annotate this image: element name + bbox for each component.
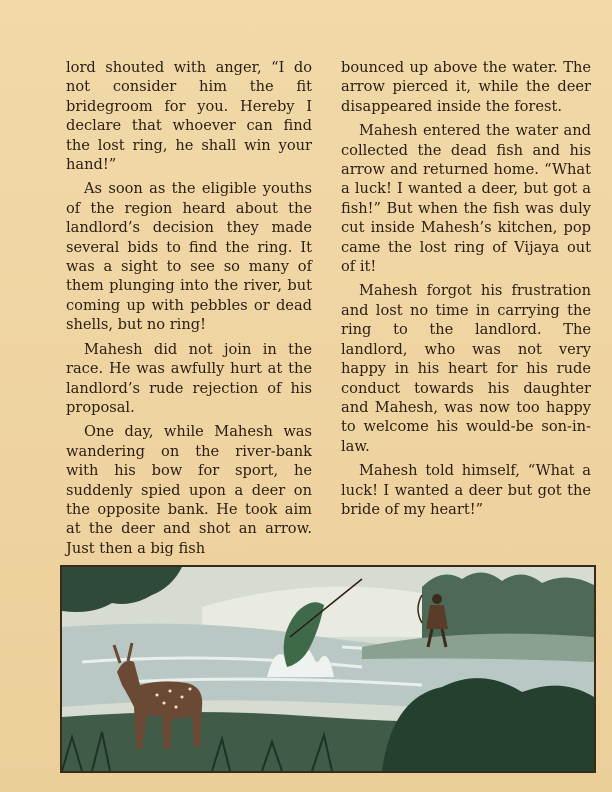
paragraph: bounced up above the water. The arrow pierced it, while the deer disappeared inside the forest. bbox=[341, 59, 591, 115]
paragraph: lord shouted with anger, “I do not consider him the fit bridegroom for you. Hereby I declare that whoever can find the lost ring, he shall win your hand!” bbox=[66, 59, 312, 174]
left-text-column bbox=[66, 58, 312, 563]
story-illustration bbox=[60, 565, 596, 773]
paragraph: Mahesh entered the water and collected the dead fish and his arrow and returned home. “What a luck! I wanted a deer, but got a fish!” But when the fish was duly cut inside Mahesh’s kitchen, pop came the lost ring of Vijaya out of it! bbox=[341, 122, 591, 276]
right-text-column bbox=[341, 58, 591, 524]
paragraph: Mahesh forgot his frustration and lost no time in carrying the ring to the landlord. The landlord, who was not very happy in his heart for his rude conduct towards his daughter and Mahesh, was now too happy to welcome his would-be son-in-law. bbox=[341, 282, 591, 455]
paragraph: As soon as the eligible youths of the region heard about the landlord’s decision they made several bids to find the ring. It was a sight to see so many of them plunging into the river, but coming up with pebbles or dead shells, but no ring! bbox=[66, 180, 312, 334]
paragraph: Mahesh did not join in the race. He was awfully hurt at the landlord’s rude rejection of his proposal. bbox=[66, 340, 312, 416]
illustration-scene bbox=[62, 567, 594, 771]
paragraph: Mahesh told himself, “What a luck! I wanted a deer but got the bride of my heart!” bbox=[341, 462, 591, 518]
paragraph: One day, while Mahesh was wandering on the river-bank with his bow for sport, he suddenly spied upon a deer on the opposite bank. He took aim at the deer and shot an arrow. Just then a big fish bbox=[66, 423, 312, 557]
